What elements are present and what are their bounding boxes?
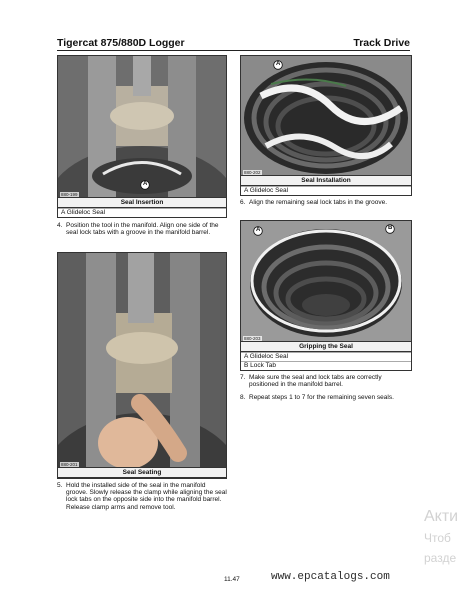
callout-a-label: A	[256, 227, 261, 233]
page-number: 11.47	[224, 576, 240, 583]
step-number: 7.	[240, 374, 246, 381]
figure-code: 880-203	[244, 336, 261, 341]
seal-installation-caption	[240, 175, 412, 196]
seal-insertion-caption	[57, 197, 227, 218]
activation-overlay-line-2: Чтоб	[424, 531, 451, 545]
step-4	[57, 222, 227, 236]
step-text: Align the remaining seal lock tabs in the groove.	[249, 199, 388, 206]
step-text: Hold the installed side of the seal in the manifold groove. Slowly release the clamp while aligning the seal lock tabs on the opposite side into the manifold barrel. Release clamp arms and remove tool.	[66, 482, 227, 511]
caption-legend-item: B Lock Tab	[241, 361, 411, 370]
seal-installation-photo	[240, 55, 412, 177]
callout-a-label: A	[276, 61, 281, 67]
document-title: Tigercat 875/880D Logger	[57, 37, 185, 49]
step-number: 8.	[240, 394, 246, 401]
step-8	[240, 394, 412, 401]
seal-seating-photo	[57, 252, 227, 469]
seal-insertion-photo	[57, 55, 227, 199]
caption-legend-item: A Glideloc Seal	[241, 352, 411, 361]
step-text: Position the tool in the manifold. Align one side of the seal lock tabs with a groove in the manifold barrel.	[66, 222, 219, 237]
watermark: www.epcatalogs.com	[271, 571, 390, 583]
step-number: 6.	[240, 199, 246, 206]
caption-legend-item: A Glideloc Seal	[241, 186, 411, 195]
activation-overlay-line-3: разде	[424, 551, 457, 565]
caption-title: Seal Seating	[58, 467, 226, 478]
callout-b-label: B	[388, 225, 393, 231]
step-text: Repeat steps 1 to 7 for the remaining seven seals.	[249, 394, 394, 401]
activation-overlay-line-1: Акти	[424, 508, 458, 525]
section-title: Track Drive	[353, 37, 410, 49]
caption-title: Seal Installation	[241, 175, 411, 186]
step-text: Make sure the seal and lock tabs are correctly positioned in the manifold barrel.	[249, 374, 382, 389]
figure-code: 880-202	[244, 170, 261, 175]
step-5	[57, 482, 227, 511]
step-number: 5.	[57, 482, 63, 489]
caption-title: Seal Insertion	[58, 197, 226, 208]
figure-code: 880-199	[61, 192, 78, 197]
seal-seating-caption	[57, 467, 227, 479]
gripping-seal-photo	[240, 220, 412, 343]
gripping-seal-caption	[240, 341, 412, 371]
step-7	[240, 374, 412, 388]
callout-a-label: A	[143, 181, 148, 187]
caption-legend-item: A Glideloc Seal	[58, 208, 226, 217]
caption-title: Gripping the Seal	[241, 341, 411, 352]
step-number: 4.	[57, 222, 63, 229]
header-rule	[57, 50, 410, 51]
step-6	[240, 199, 412, 206]
figure-code: 880-201	[61, 462, 78, 467]
